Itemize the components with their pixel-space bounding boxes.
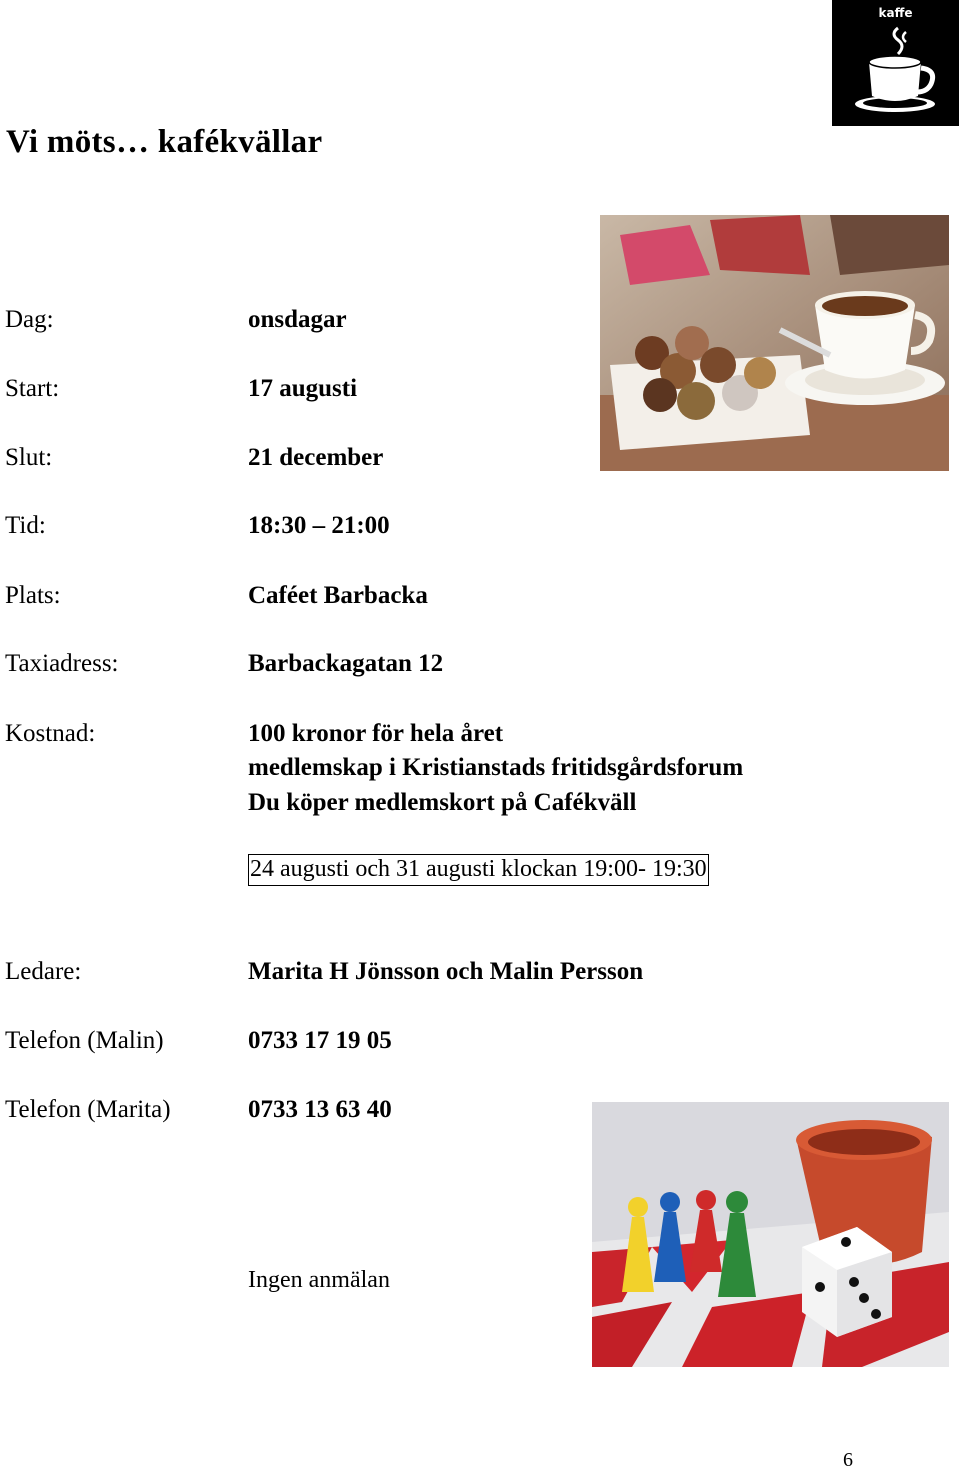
label-tid: Tid: — [5, 512, 46, 539]
label-plats: Plats: — [5, 582, 61, 609]
label-ledare: Ledare: — [5, 958, 82, 985]
value-kostnad-line2: medlemskap i Kristianstads fritidsgårdsforum — [248, 754, 744, 781]
footer-note: Ingen anmälan — [248, 1267, 390, 1293]
value-start: 17 augusti — [248, 375, 358, 402]
value-tid: 18:30 – 21:00 — [248, 512, 390, 539]
value-taxiadress: Barbackagatan 12 — [248, 650, 444, 677]
kaffe-logo — [832, 0, 959, 126]
value-ledare: Marita H Jönsson och Malin Persson — [248, 958, 644, 985]
value-kostnad-line1: 100 kronor för hela året — [248, 720, 504, 747]
coffee-cup-icon — [832, 0, 959, 126]
page-title: Vi möts… kafékvällar — [6, 124, 323, 160]
label-kostnad: Kostnad: — [5, 720, 96, 747]
value-slut: 21 december — [248, 444, 384, 471]
value-plats: Caféet Barbacka — [248, 582, 428, 609]
value-kostnad-line3: Du köper medlemskort på Cafékväll — [248, 789, 637, 816]
board-game-photo — [592, 1102, 949, 1367]
value-dag: onsdagar — [248, 306, 347, 333]
label-start: Start: — [5, 375, 60, 402]
value-telefon-marita: 0733 13 63 40 — [248, 1096, 392, 1123]
label-dag: Dag: — [5, 306, 54, 333]
label-telefon-malin: Telefon (Malin) — [5, 1027, 164, 1054]
coffee-truffles-photo — [600, 215, 949, 471]
page-number: 6 — [843, 1449, 853, 1471]
logo-text: kaffe — [878, 6, 913, 20]
membership-note-box: 24 augusti och 31 augusti klockan 19:00- 19:30 — [248, 854, 709, 886]
value-telefon-malin: 0733 17 19 05 — [248, 1027, 392, 1054]
label-telefon-marita: Telefon (Marita) — [5, 1096, 171, 1123]
label-taxiadress: Taxiadress: — [5, 650, 119, 677]
label-slut: Slut: — [5, 444, 53, 471]
